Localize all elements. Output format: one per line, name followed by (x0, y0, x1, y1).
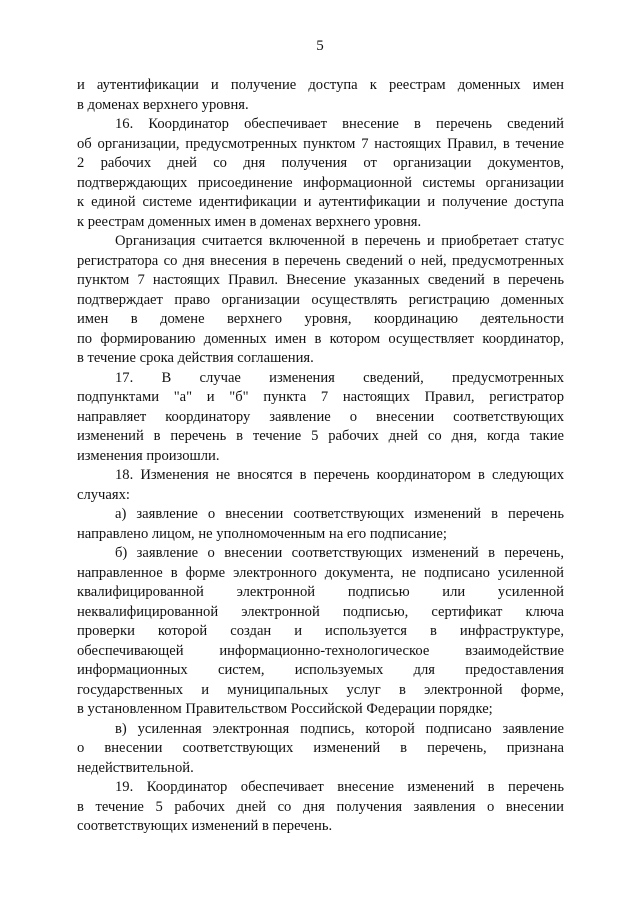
text-line: направленное в форме электронного документа, не подписано усиленной (77, 564, 564, 581)
text-line: имен в домене верхнего уровня, координацию деятельности (77, 311, 564, 327)
text-line: подпунктами "а" и "б" пункта 7 настоящих Правил, регистратор (77, 389, 564, 405)
text-line: обеспечивающей информационно-технологическое взаимодействие (77, 642, 564, 659)
text-line: подтверждает право организации осуществлять регистрацию доменных (77, 291, 564, 308)
text-line: случаях: (77, 486, 130, 503)
text-line: недействительной. (77, 759, 194, 776)
text-line: 2 рабочих дней со дня получения от организации документов, (77, 155, 564, 171)
text-line: б) заявление о внесении соответствующих изменений в перечень, (115, 545, 564, 561)
text-line: 17. В случае изменения сведений, предусмотренных (115, 369, 564, 386)
text-line: пунктом 7 настоящих Правил. Внесение указанных сведений в перечень (77, 272, 564, 288)
text-line: 18. Изменения не вносятся в перечень координатором в следующих (115, 467, 564, 483)
text-line: к единой системе идентификации и аутентификации и получение доступа (77, 194, 564, 210)
page-number: 5 (316, 38, 324, 54)
text-line: соответствующих изменений в перечень. (77, 818, 333, 834)
text-line: регистратора со дня внесения в перечень сведений о ней, предусмотренных (77, 252, 564, 269)
text-line: направлено лицом, не уполномоченным на его подписание; (77, 525, 447, 542)
text-line: неквалифицированной электронной подписью, сертификат ключа (77, 603, 564, 620)
text-line: 19. Координатор обеспечивает внесение изменений в перечень (115, 779, 564, 795)
text-line: по формированию доменных имен в котором осуществляет координатор, (77, 330, 564, 347)
text-line: в) усиленная электронная подпись, которой подписано заявление (115, 720, 564, 737)
text-line: об организации, предусмотренных пунктом 7 настоящих Правил, в течение (77, 135, 564, 152)
text-line: квалифицированной электронной подписью или усиленной (77, 584, 564, 600)
text-line: государственных и муниципальных услуг в электронной форме, (77, 681, 564, 698)
text-line: в течение 5 рабочих дней со дня получения заявления о внесении (77, 798, 564, 815)
text-line: и аутентификации и получение доступа к реестрам доменных имен (77, 77, 564, 93)
text-line: о внесении соответствующих изменений в перечень, признана (77, 740, 564, 756)
text-line: изменений в перечень в течение 5 рабочих дней со дня, когда такие (77, 428, 564, 444)
text-line: в доменах верхнего уровня. (77, 96, 249, 113)
text-line: информационных систем, используемых для предоставления (77, 662, 564, 678)
document-body (77, 76, 564, 837)
text-line: проверки которой создан и используется в инфраструктуре, (77, 623, 564, 639)
text-line: изменения произошли. (77, 447, 220, 464)
text-line: в течение срока действия соглашения. (77, 350, 314, 366)
text-line: направляет координатору заявление о внесении соответствующих (77, 408, 564, 425)
text-line: к реестрам доменных имен в доменах верхнего уровня. (77, 213, 422, 230)
text-line: в установленном Правительством Российской Федерации порядке; (77, 701, 493, 717)
text-line: 16. Координатор обеспечивает внесение в перечень сведений (115, 116, 564, 132)
text-line: Организация считается включенной в перечень и приобретает статус (115, 233, 564, 249)
text-line: а) заявление о внесении соответствующих изменений в перечень (115, 506, 564, 522)
text-line: подтверждающих присоединение информационной системы организации (77, 174, 564, 191)
